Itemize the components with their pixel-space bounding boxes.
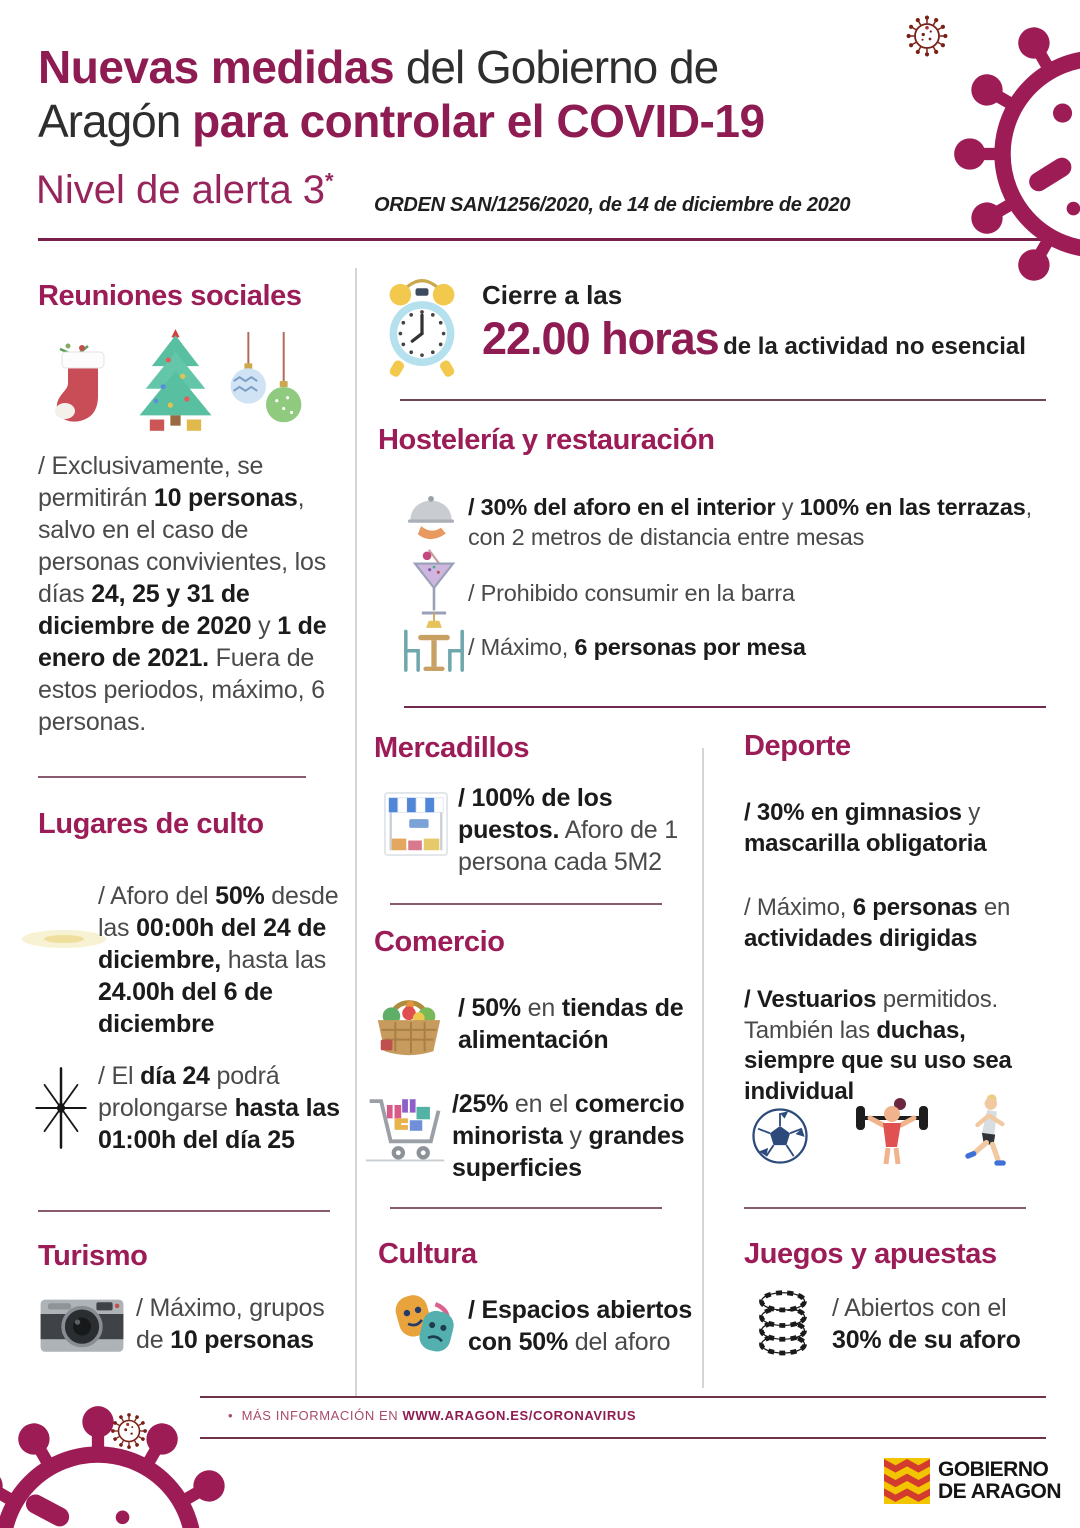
section-rule	[38, 776, 306, 778]
section-rule	[390, 903, 662, 905]
seg: , salvo en el caso de personas convivientes, los días	[38, 484, 327, 608]
alarm-clock-icon	[368, 272, 476, 380]
seg: GOBIERNO	[938, 1458, 1049, 1482]
seg: tiendas de alimentación	[458, 994, 684, 1054]
hosteleria-item-1	[468, 492, 1054, 552]
asterisk-note: *	[325, 168, 334, 194]
deporte-item-1	[744, 798, 1052, 859]
juegos-item	[832, 1292, 1054, 1356]
poker-chips-icon	[752, 1283, 814, 1361]
cultura-item	[468, 1294, 720, 1358]
seg: Aragón	[38, 95, 193, 148]
hosteleria-item-3	[468, 632, 1028, 662]
seg: mascarilla obligatoria	[744, 829, 987, 857]
closure-suffix: de la actividad no esencial	[723, 333, 1026, 360]
section-heading-cultura: Cultura	[378, 1238, 477, 1270]
seg: 30% de su aforo	[832, 1326, 1021, 1354]
section-heading-deporte: Deporte	[744, 730, 851, 762]
football-icon	[748, 1104, 812, 1168]
order-reference: ORDEN SAN/1256/2020, de 14 de diciembre de 2020	[374, 194, 851, 216]
seg: / 30% del aforo en el interior	[468, 494, 776, 520]
gobierno-aragon-logo	[884, 1458, 1061, 1504]
seg: Nuevas medidas	[38, 41, 395, 93]
serving-cloche-icon	[398, 486, 464, 548]
comercio-item-2	[452, 1088, 714, 1184]
small-virus-icon	[903, 12, 951, 60]
seg: y	[562, 1122, 589, 1150]
seg: , con 2 metros de distancia entre mesas	[468, 494, 1032, 551]
running-icon	[958, 1088, 1020, 1176]
seg: 6 personas	[852, 894, 978, 921]
seg: Fuera de estos periodos, máximo, 6 personas.	[38, 644, 325, 736]
column-divider	[355, 268, 357, 1396]
section-heading-reuniones: Reuniones sociales	[38, 280, 302, 312]
seg: / 50%	[458, 994, 521, 1022]
deporte-item-2	[744, 893, 1052, 954]
seg: desde las	[98, 882, 339, 942]
seg: del aforo	[568, 1328, 671, 1356]
seg: para controlar el COVID-19	[192, 95, 765, 148]
header-rule	[38, 238, 1046, 241]
grocery-basket-icon	[368, 985, 450, 1063]
seg: DE ARAGON	[938, 1480, 1062, 1503]
seg: permitidos. También las	[744, 986, 998, 1044]
seg: Nivel de alerta 3	[36, 168, 326, 212]
mercadillos-item	[458, 782, 700, 878]
footer-rule-top	[200, 1396, 1046, 1398]
seg: podrá prolongarse	[98, 1062, 280, 1122]
seg: hasta las	[221, 946, 327, 974]
culto-item-2	[98, 1060, 350, 1156]
section-rule	[404, 706, 1046, 708]
candle-icon	[18, 925, 110, 953]
seg: / El	[98, 1062, 141, 1090]
column-divider	[702, 748, 704, 1388]
virus-icon	[948, 4, 1080, 304]
bullet-icon: •	[228, 1408, 234, 1423]
closure-time: 22.00 horas	[482, 313, 719, 364]
closure-prefix: Cierre a las	[482, 280, 623, 310]
camera-icon	[36, 1287, 128, 1359]
shopping-cart-icon	[362, 1082, 450, 1170]
seg: y	[251, 612, 278, 640]
section-heading-culto: Lugares de culto	[38, 808, 264, 840]
section-rule	[38, 1210, 330, 1212]
seg: y	[961, 799, 981, 826]
section-heading-turismo: Turismo	[38, 1240, 148, 1272]
section-rule	[390, 1207, 662, 1209]
seg: hasta las 01:00h del día 25	[98, 1094, 340, 1154]
seg: comercio minorista	[452, 1090, 685, 1150]
section-heading-hosteleria: Hostelería y restauración	[378, 424, 715, 456]
section-heading-comercio: Comercio	[374, 926, 505, 958]
ornaments-icon	[222, 330, 312, 438]
seg: del Gobierno de	[394, 41, 719, 93]
seg: / Máximo,	[744, 894, 853, 921]
weightlifting-icon	[852, 1092, 932, 1172]
seg: 00:00h del 24 de diciembre,	[98, 914, 327, 974]
seg: 24, 25 y 31 de diciembre de 2020	[38, 580, 252, 640]
section-rule	[744, 1207, 1026, 1209]
footer-info	[228, 1408, 928, 1423]
market-stall-icon	[382, 790, 450, 858]
hosteleria-item-2	[468, 578, 1028, 608]
seg: / Prohibido consumir en la barra	[468, 580, 795, 606]
section-heading-mercadillos: Mercadillos	[374, 732, 530, 764]
culto-item-1	[98, 880, 345, 1040]
small-virus-icon	[108, 1410, 150, 1452]
seg: / Máximo,	[468, 634, 575, 660]
seg: duchas, siempre que su uso sea individual	[744, 1016, 1012, 1106]
seg: y	[775, 494, 800, 520]
seg: en	[977, 894, 1011, 921]
logo-text	[938, 1459, 1061, 1503]
seg: 6 personas por mesa	[574, 634, 806, 660]
footer-url: WWW.ARAGON.ES/CORONAVIRUS	[402, 1408, 637, 1423]
seg: en	[520, 994, 562, 1022]
seg: / 100% de los puestos.	[458, 784, 613, 844]
seg: / Vestuarios	[744, 986, 877, 1013]
seg: / Abiertos con el	[832, 1294, 1007, 1322]
page-title	[38, 40, 868, 149]
aragon-flag-logo	[884, 1458, 930, 1504]
seg: actividades dirigidas	[744, 924, 978, 952]
christmas-stocking-icon	[40, 330, 120, 438]
seg: 10 personas	[170, 1326, 314, 1354]
seg: Aforo de 1 persona cada 5M2	[458, 816, 678, 876]
seg: / 30% en gimnasios	[744, 799, 962, 826]
seg: / Espacios abiertos con 50%	[468, 1296, 693, 1356]
seg: MÁS INFORMACIÓN EN	[241, 1408, 399, 1423]
section-heading-juegos: Juegos y apuestas	[744, 1238, 997, 1270]
seg: en el	[508, 1090, 575, 1118]
alert-level	[36, 168, 334, 213]
seg: / Máximo, grupos de	[136, 1294, 325, 1354]
christmas-tree-icon	[128, 325, 223, 438]
turismo-item	[136, 1292, 348, 1356]
star-icon	[28, 1058, 94, 1158]
closure-banner	[482, 280, 1052, 365]
seg: 50%	[215, 882, 265, 910]
closure-rule	[400, 399, 1046, 401]
seg: 24.00h del 6 de diciembre	[98, 978, 273, 1038]
reuniones-body	[38, 450, 340, 738]
table-chairs-icon	[390, 612, 478, 686]
seg: 10 personas	[153, 484, 298, 512]
comercio-item-1	[458, 992, 720, 1056]
seg: 100% en las terrazas	[799, 494, 1026, 520]
seg: / Aforo del	[98, 882, 216, 910]
seg: /25%	[452, 1090, 509, 1118]
seg: día 24	[140, 1062, 210, 1090]
theater-masks-icon	[382, 1285, 462, 1359]
footer-rule-bottom	[200, 1437, 1046, 1439]
seg: 1 de enero de 2021.	[38, 612, 327, 672]
seg: / Exclusivamente, se permitirán	[38, 452, 264, 512]
seg: grandes superficies	[452, 1122, 685, 1182]
